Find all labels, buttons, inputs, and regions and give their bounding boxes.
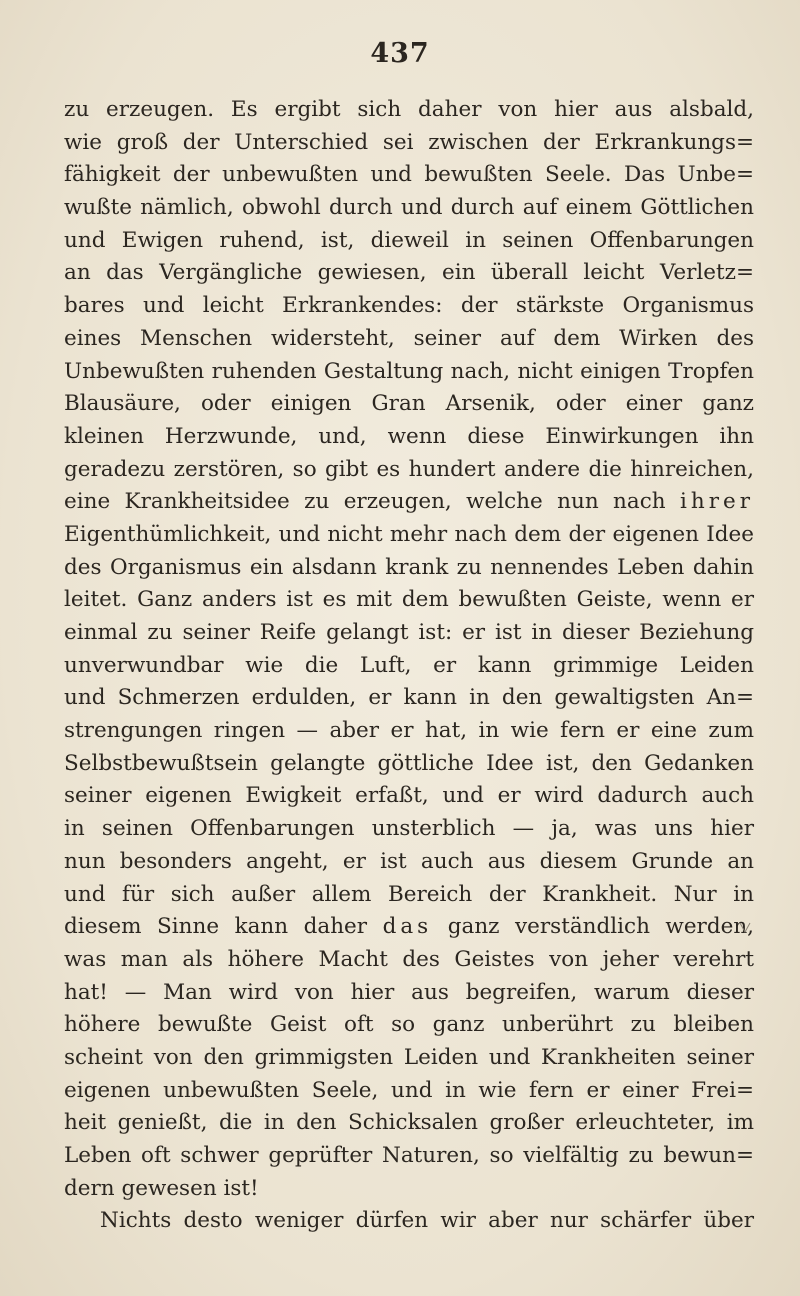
text-line: geradezu zerstören, so gibt es hundert andere die hinreichen,: [64, 456, 754, 482]
text-line: scheint von den grimmigsten Leiden und Krankheiten seiner: [64, 1044, 754, 1070]
text-line: eines Menschen widersteht, seiner auf dem Wirken des: [64, 325, 754, 351]
text-line: Unbewußten ruhenden Gestaltung nach, nicht einigen Tropfen: [64, 358, 754, 384]
emphasized-word: ihrer: [679, 489, 754, 515]
text-line: einmal zu seiner Reife gelangt ist: er ist in dieser Beziehung: [64, 620, 754, 645]
text-line: in seinen Offenbarungen unsterblich — ja, was uns hier: [64, 816, 754, 842]
text-line: hat! — Man wird von hier aus begreifen, warum dieser: [64, 979, 754, 1005]
text-line: nun besonders angeht, er ist auch aus diesem Grunde an: [64, 848, 754, 874]
text-segment: eine Krankheitsidee zu erzeugen, welche nun nach: [64, 489, 666, 515]
text-line: und Ewigen ruhend, ist, dieweil in seinen Offenbarungen: [64, 227, 754, 253]
emphasized-word: das: [382, 914, 433, 940]
text-segment: ganz verständlich werden,: [447, 914, 755, 940]
text-line: Eigenthümlichkeit, und nicht mehr nach dem der eigenen Idee: [64, 521, 754, 547]
text-line: und Schmerzen erdulden, er kann in den gewaltigsten An=: [64, 685, 754, 711]
text-line: zu erzeugen. Es ergibt sich daher von hier aus alsbald,: [64, 97, 754, 122]
text-line: des Organismus ein alsdann krank zu nennendes Leben dahin: [64, 554, 754, 580]
text-line: an das Vergängliche gewiesen, ein überall leicht Verletz=: [64, 260, 754, 286]
text-line: leitet. Ganz anders ist es mit dem bewußten Geiste, wenn er: [64, 587, 754, 613]
text-line: Blausäure, oder einigen Gran Arsenik, oder einer ganz: [64, 391, 754, 417]
text-line-with-spaced-word: [64, 486, 754, 519]
text-line: kleinen Herzwunde, und, wenn diese Einwirkungen ihn: [64, 423, 754, 449]
text-line: Nichts desto weniger dürfen wir aber nur schärfer über: [100, 1208, 754, 1234]
text-line: und für sich außer allem Bereich der Krankheit. Nur in: [64, 881, 754, 907]
page-number: 437: [370, 38, 430, 69]
text-line: wußte nämlich, obwohl durch und durch auf einem Göttlichen: [64, 195, 754, 221]
text-line: eigenen unbewußten Seele, und in wie fern er einer Frei=: [64, 1077, 754, 1103]
text-line: wie groß der Unterschied sei zwischen der Erkrankungs=: [64, 129, 754, 155]
text-line: unverwundbar wie die Luft, er kann grimmige Leiden: [64, 652, 754, 678]
text-line: seiner eigenen Ewigkeit erfaßt, und er wird dadurch auch: [64, 783, 754, 809]
text-line: Selbstbewußtsein gelangte göttliche Idee ist, den Gedanken: [64, 750, 754, 776]
text-line: Leben oft schwer geprüfter Naturen, so vielfältig zu bewun=: [64, 1143, 754, 1168]
text-line: strengungen ringen — aber er hat, in wie fern er eine zum: [64, 718, 754, 744]
body-text: [64, 94, 754, 1238]
text-line: höhere bewußte Geist oft so ganz unberührt zu bleiben: [64, 1012, 754, 1038]
text-segment: diesem Sinne kann daher: [64, 914, 368, 940]
text-line-with-spaced-word: [64, 911, 754, 944]
margin-mark-icon: [739, 922, 751, 934]
text-line: dern gewesen ist!: [64, 1175, 259, 1201]
text-line: fähigkeit der unbewußten und bewußten Seele. Das Unbe=: [64, 162, 754, 188]
text-line: bares und leicht Erkrankendes: der stärkste Organismus: [64, 293, 754, 319]
text-line: was man als höhere Macht des Geistes von jeher verehrt: [64, 946, 754, 972]
text-line: heit genießt, die in den Schicksalen großer erleuchteter, im: [64, 1110, 754, 1136]
